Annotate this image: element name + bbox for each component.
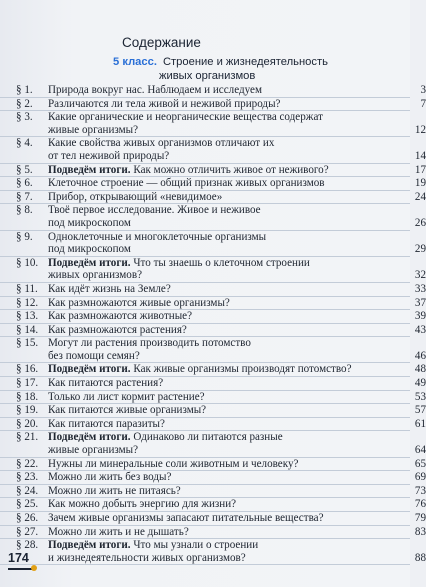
grade-title-line-1: Строение и жизнедеятельность xyxy=(162,56,328,68)
toc-entry xyxy=(0,337,426,363)
entry-title-text: Можно ли жить не питаясь? xyxy=(48,484,181,497)
page-reference: 29 xyxy=(414,243,426,256)
entry-title-text: Какие органические и неорганические вещества содержат xyxy=(48,111,323,124)
toc-entry xyxy=(0,296,426,311)
entry-title-line xyxy=(48,390,426,404)
entry-title-text: живые организмы? xyxy=(48,444,139,457)
toc-entry xyxy=(0,137,426,163)
entry-title-line xyxy=(48,84,426,97)
entry-title-line xyxy=(48,484,426,498)
section-number: § 13. xyxy=(16,310,39,323)
grade-title-line-2: живых организмов xyxy=(159,70,256,82)
entry-title-text: живые организмы? xyxy=(48,123,139,136)
toc-entry xyxy=(0,230,426,257)
page-reference: 73 xyxy=(414,484,426,497)
entry-title-line xyxy=(48,243,426,256)
entry-title-line xyxy=(48,551,426,565)
grade-section-title xyxy=(113,55,393,83)
entry-title-line xyxy=(48,177,426,190)
entry-title-text: Нужны ли минеральные соли животным и человеку? xyxy=(48,457,299,470)
toc-entry xyxy=(0,431,426,457)
entry-title-line xyxy=(48,417,426,431)
summary-highlight: Подведём итоги. xyxy=(48,539,131,552)
page-reference: 69 xyxy=(414,471,426,484)
entry-title-text: Можно ли жить и не дышать? xyxy=(48,525,189,538)
entry-title-text: Что мы узнали о строении xyxy=(133,539,259,552)
section-number: § 22. xyxy=(16,457,39,470)
toc-entry xyxy=(0,84,426,98)
section-number: § 12. xyxy=(16,296,39,309)
entry-title-line xyxy=(48,216,426,230)
page-reference: 32 xyxy=(414,269,426,282)
toc-entry xyxy=(0,390,426,405)
entry-title-line xyxy=(48,310,426,323)
entry-title-text: Как питаются растения? xyxy=(48,377,164,390)
entry-title-line xyxy=(48,498,426,511)
toc-entry xyxy=(0,417,426,432)
entry-title-line xyxy=(48,457,426,471)
summary-highlight: Подведём итоги. xyxy=(48,163,131,176)
entry-title-line xyxy=(48,149,426,163)
entry-title-line xyxy=(48,97,426,111)
toc-entry xyxy=(0,282,426,297)
entry-title-text: под микроскопом xyxy=(48,216,131,229)
entry-title-line xyxy=(48,512,426,525)
toc-entry xyxy=(0,111,426,137)
entry-title-text: живых организмов? xyxy=(48,269,143,282)
page-reference: 43 xyxy=(414,323,426,336)
section-number: § 25. xyxy=(16,498,39,511)
page-reference: 61 xyxy=(414,417,426,430)
page-reference: 19 xyxy=(414,177,426,190)
toc-entry xyxy=(0,363,426,377)
entry-title-line xyxy=(48,337,396,350)
page-reference: 65 xyxy=(414,457,426,470)
page-reference: 37 xyxy=(414,296,426,309)
page-reference: 39 xyxy=(414,310,426,323)
entry-title-line xyxy=(48,111,396,124)
entry-title-text: Могут ли растения производить потомство xyxy=(48,337,251,350)
entry-title-line xyxy=(48,296,426,310)
toc-entry xyxy=(0,256,426,283)
entry-title-line xyxy=(48,257,396,270)
entry-title-line xyxy=(48,269,426,282)
summary-highlight: Подведём итоги. xyxy=(48,363,131,376)
entry-title-text: Клеточное строение — общий признак живых организмов xyxy=(48,177,325,190)
toc-entry xyxy=(0,177,426,191)
page-reference: 3 xyxy=(420,84,426,96)
section-number: § 21. xyxy=(16,431,39,444)
toc-entry xyxy=(0,163,426,178)
toc-entry xyxy=(0,539,426,565)
entry-title-text: Природа вокруг нас. Наблюдаем и исследуем xyxy=(48,84,262,96)
entry-title-text: Как живые организмы производят потомство? xyxy=(133,363,352,376)
section-number: § 20. xyxy=(16,417,39,430)
section-number: § 10. xyxy=(16,256,39,269)
page-reference: 26 xyxy=(414,216,426,229)
page-reference: 14 xyxy=(414,149,426,162)
entry-title-text: Как питаются паразиты? xyxy=(48,417,165,430)
entry-title-text: от тел неживой природы? xyxy=(48,149,170,162)
section-number: § 8. xyxy=(16,204,33,217)
entry-title-line xyxy=(48,323,426,337)
toc-entry xyxy=(0,484,426,499)
entry-title-line xyxy=(48,444,426,457)
entry-title-text: Твоё первое исследование. Живое и неживое xyxy=(48,204,261,217)
entry-title-text: Как размножаются растения? xyxy=(48,323,187,336)
entry-title-line xyxy=(48,204,396,217)
entry-title-line xyxy=(48,349,426,363)
summary-highlight: Подведём итоги. xyxy=(48,431,131,444)
page-reference: 46 xyxy=(414,349,426,362)
entry-title-line xyxy=(48,471,426,484)
entry-title-line xyxy=(48,231,396,244)
page-reference: 17 xyxy=(414,163,426,176)
entry-title-text: Одинаково ли питаются разные xyxy=(133,431,283,444)
entry-title-line xyxy=(48,431,396,444)
section-number: § 16. xyxy=(16,363,39,376)
entry-title-text: Что ты знаешь о клеточном строении xyxy=(133,256,310,269)
section-number: § 9. xyxy=(16,230,33,243)
entry-title-text: под микроскопом xyxy=(48,243,131,256)
section-number: § 7. xyxy=(16,190,33,203)
entry-title-line xyxy=(48,123,426,137)
page-number: 174 xyxy=(8,551,29,565)
page-reference: 7 xyxy=(420,97,426,110)
section-number: § 5. xyxy=(16,163,33,176)
toc-entry xyxy=(0,204,426,230)
section-number: § 24. xyxy=(16,484,39,497)
page-reference: 12 xyxy=(414,123,426,136)
entry-title-text: Как можно отличить живое от неживого? xyxy=(133,163,329,176)
entry-title-text: Как идёт жизнь на Земле? xyxy=(48,282,171,295)
toc-entry xyxy=(0,525,426,540)
toc-entry xyxy=(0,512,426,526)
entry-title-line xyxy=(48,137,396,150)
section-number: § 19. xyxy=(16,404,39,417)
entry-title-line xyxy=(48,282,426,296)
entry-title-line xyxy=(48,163,426,177)
entry-title-text: Только ли лист кормит растение? xyxy=(48,390,205,403)
entry-title-line xyxy=(48,190,426,204)
page-reference: 88 xyxy=(414,551,426,564)
section-number: § 18. xyxy=(16,390,39,403)
page-reference: 64 xyxy=(414,444,426,457)
entry-title-text: Прибор, открывающий «невидимое» xyxy=(48,190,223,203)
page-reference: 53 xyxy=(414,390,426,403)
page-reference: 83 xyxy=(414,525,426,538)
page-reference: 49 xyxy=(414,377,426,390)
toc-entry xyxy=(0,457,426,472)
toc-entry xyxy=(0,471,426,485)
grade-label: 5 класс. xyxy=(113,56,157,68)
entry-title-text: Как размножаются животные? xyxy=(48,310,193,323)
page-reference: 33 xyxy=(414,282,426,295)
entry-title-text: Зачем живые организмы запасают питательные вещества? xyxy=(48,512,324,524)
entry-title-text: без помощи семян? xyxy=(48,349,140,362)
entry-title-text: и жизнедеятельности живых организмов? xyxy=(48,551,246,564)
entry-title-line xyxy=(48,404,426,417)
toc-entry xyxy=(0,190,426,205)
section-number: § 1. xyxy=(16,84,33,96)
toc-entry xyxy=(0,97,426,112)
section-number: § 4. xyxy=(16,137,33,150)
page-reference: 76 xyxy=(414,498,426,511)
page-number-underline xyxy=(8,568,32,570)
section-number: § 28. xyxy=(16,539,39,552)
page-reference: 79 xyxy=(414,512,426,524)
toc-entry xyxy=(0,498,426,512)
page-reference: 48 xyxy=(414,363,426,376)
entry-title-text: Какие свойства живых организмов отличают их xyxy=(48,137,275,150)
entry-title-line xyxy=(48,363,426,376)
entry-title-line xyxy=(48,539,396,552)
section-number: § 27. xyxy=(16,525,39,538)
page-number-dot xyxy=(31,565,37,571)
toc-entry xyxy=(0,310,426,324)
contents-heading: Содержание xyxy=(122,35,201,50)
entry-title-line xyxy=(48,377,426,390)
section-number: § 26. xyxy=(16,512,39,524)
entry-title-text: Можно ли жить без воды? xyxy=(48,471,172,484)
toc-entry xyxy=(0,404,426,418)
toc-entry xyxy=(0,323,426,338)
entry-title-text: Одноклеточные и многоклеточные организмы xyxy=(48,230,267,243)
entry-title-line xyxy=(48,525,426,539)
summary-highlight: Подведём итоги. xyxy=(48,256,131,269)
section-number: § 17. xyxy=(16,377,39,390)
section-number: § 15. xyxy=(16,337,39,350)
section-number: § 23. xyxy=(16,471,39,484)
section-number: § 2. xyxy=(16,97,33,110)
page-reference: 24 xyxy=(414,190,426,203)
entry-title-text: Различаются ли тела живой и неживой природы? xyxy=(48,97,281,110)
entry-title-text: Как питаются живые организмы? xyxy=(48,404,207,417)
section-number: § 6. xyxy=(16,177,33,190)
section-number: § 3. xyxy=(16,111,33,124)
page-reference: 57 xyxy=(414,404,426,417)
section-number: § 11. xyxy=(16,282,38,295)
entry-title-text: Как размножаются живые организмы? xyxy=(48,296,230,309)
table-of-contents xyxy=(0,84,426,565)
entry-title-text: Как можно добыть энергию для жизни? xyxy=(48,498,237,511)
toc-entry xyxy=(0,377,426,391)
section-number: § 14. xyxy=(16,323,39,336)
